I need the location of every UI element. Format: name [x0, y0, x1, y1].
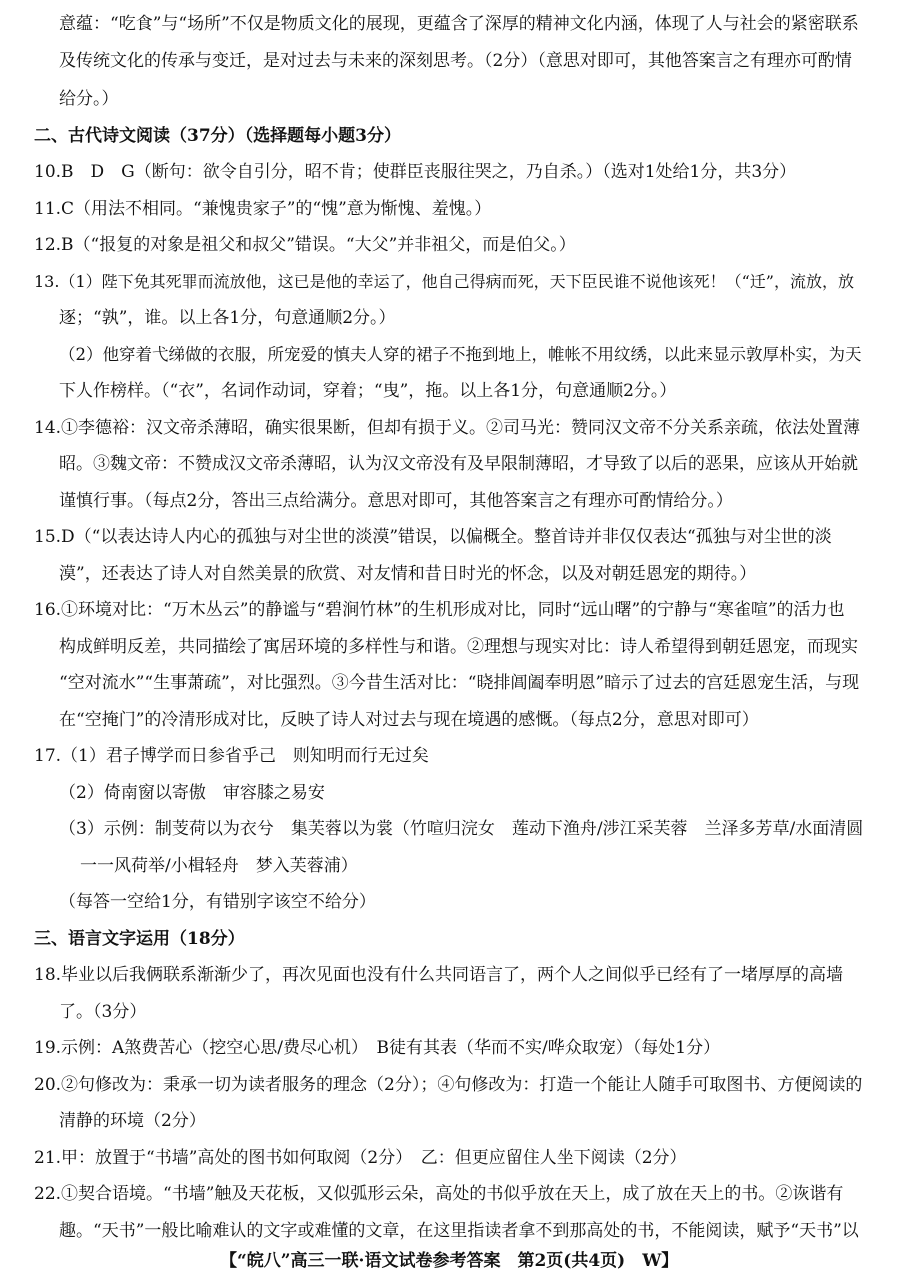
- answer-12: 12.B（“报复的对象是祖父和叔父”错误。“大父”并非祖父，而是伯父。）: [34, 235, 576, 255]
- section-heading-language: 三、语言文字运用（18分）: [34, 929, 245, 949]
- answer-22: 22.①契合语境。“书墙”触及天花板，又似弧形云朵，高处的书似乎放在天上，成了放在天上的书。②诙谐有: [34, 1184, 844, 1204]
- answer-17: 17.（1）君子博学而日参省乎己 则知明而行无过矣: [34, 746, 429, 766]
- text-line: （2）倚南窗以寄傲 审容膝之易安: [59, 783, 325, 803]
- text-line: 一一风荷举/小楫轻舟 梦入芙蓉浦）: [80, 856, 358, 876]
- text-line: 及传统文化的传承与变迁，是对过去与未来的深刻思考。（2分）（意思对即可，其他答案言之有理亦可酌情: [59, 51, 852, 71]
- text-line: “空对流水”“生事萧疏”，对比强烈。③今昔生活对比：“晓排阊阖奉明恩”暗示了过去的宫廷恩宠生活，与现: [59, 673, 860, 693]
- answer-21: 21.甲：放置于“书墙”高处的图书如何取阅（2分） 乙：但更应留住人坐下阅读（2分）: [34, 1148, 687, 1168]
- answer-20: 20.②句修改为：秉承一切为读者服务的理念（2分）；④句修改为：打造一个能让人随手可取图书、方便阅读的: [34, 1075, 863, 1095]
- answer-10: 10.B D G（断句：欲令自引分，昭不肯；使群臣丧服往哭之，乃自杀。）（选对1处给1分，共3分）: [34, 162, 797, 182]
- text-line: 了。（3分）: [59, 1002, 147, 1022]
- text-line: 下人作榜样。（“衣”，名词作动词，穿着；“曳”，拖。以上各1分，句意通顺2分。）: [59, 381, 677, 401]
- answer-11: 11.C（用法不相同。“兼愧贵家子”的“愧”意为惭愧、羞愧。）: [34, 199, 492, 219]
- answer-15: 15.D（“以表达诗人内心的孤独与对尘世的淡漠”错误，以偏概全。整首诗并非仅仅表达“孤独与对尘世的淡: [34, 527, 832, 547]
- answer-14: 14.①李德裕：汉文帝杀薄昭，确实很果断，但却有损于义。②司马光：赞同汉文帝不分关系亲疏，依法处置薄: [34, 418, 861, 438]
- answer-18: 18.毕业以后我俩联系渐渐少了，再次见面也没有什么共同语言了，两个人之间似乎已经有了一堵厚厚的高墙: [34, 965, 844, 985]
- text-line: 谨慎行事。（每点2分，答出三点给满分。意思对即可，其他答案言之有理亦可酌情给分。）: [59, 491, 733, 511]
- text-line: 趣。“天书”一般比喻难认的文字或难懂的文章，在这里指读者拿不到那高处的书，不能阅读，赋予“天书”以: [59, 1221, 859, 1241]
- page-footer: 【“皖八”高三一联·语文试卷参考答案 第2页(共4页) W】: [220, 1251, 679, 1271]
- text-line: 在“空掩门”的冷清形成对比，反映了诗人对过去与现在境遇的感慨。（每点2分，意思对即可）: [59, 710, 759, 730]
- text-line: 构成鲜明反差，共同描绘了寓居环境的多样性与和谐。②理想与现实对比：诗人希望得到朝廷恩宠，而现实: [59, 637, 858, 657]
- text-line: 清静的环境（2分）: [59, 1111, 206, 1131]
- text-line: 逐；“孰”，谁。以上各1分，句意通顺2分。）: [59, 308, 396, 328]
- text-line: 昭。③魏文帝：不赞成汉文帝杀薄昭，认为汉文帝没有及早限制薄昭，才导致了以后的恶果，应该从开始就: [59, 454, 858, 474]
- text-line: 给分。）: [59, 89, 119, 109]
- text-line: （每答一空给1分，有错别字该空不给分）: [59, 892, 376, 912]
- text-line: （2）他穿着弋绨做的衣服，所宠爱的慎夫人穿的裙子不拖到地上，帷帐不用纹绣，以此来显示敦厚朴实，为天: [59, 345, 862, 364]
- text-line: （3）示例：制芰荷以为衣兮 集芙蓉以为裳（竹喧归浣女 莲动下渔舟/涉江采芙蓉 兰泽多芳草/水面清圆: [59, 819, 864, 839]
- section-heading-classical: 二、古代诗文阅读（37分）（选择题每小题3分）: [34, 126, 401, 146]
- text-line: 意蕴：“吃食”与“场所”不仅是物质文化的展现，更蕴含了深厚的精神文化内涵，体现了人与社会的紧密联系: [59, 14, 859, 34]
- text-line: 漠”，还表达了诗人对自然美景的欣赏、对友情和昔日时光的怀念，以及对朝廷恩宠的期待。）: [59, 564, 757, 584]
- answer-13: 13.（1）陛下免其死罪而流放他，这已是他的幸运了，他自己得病而死，天下臣民谁不说他该死！（“迁”，流放，放: [34, 272, 854, 291]
- answer-19: 19.示例：A煞费苦心（挖空心思/费尽心机） B徒有其表（华而不实/哗众取宠）（每处1分）: [34, 1038, 721, 1058]
- answer-16: 16.①环境对比：“万木丛云”的静谧与“碧涧竹林”的生机形成对比，同时“远山曙”的宁静与“寒雀喧”的活力也: [34, 600, 845, 620]
